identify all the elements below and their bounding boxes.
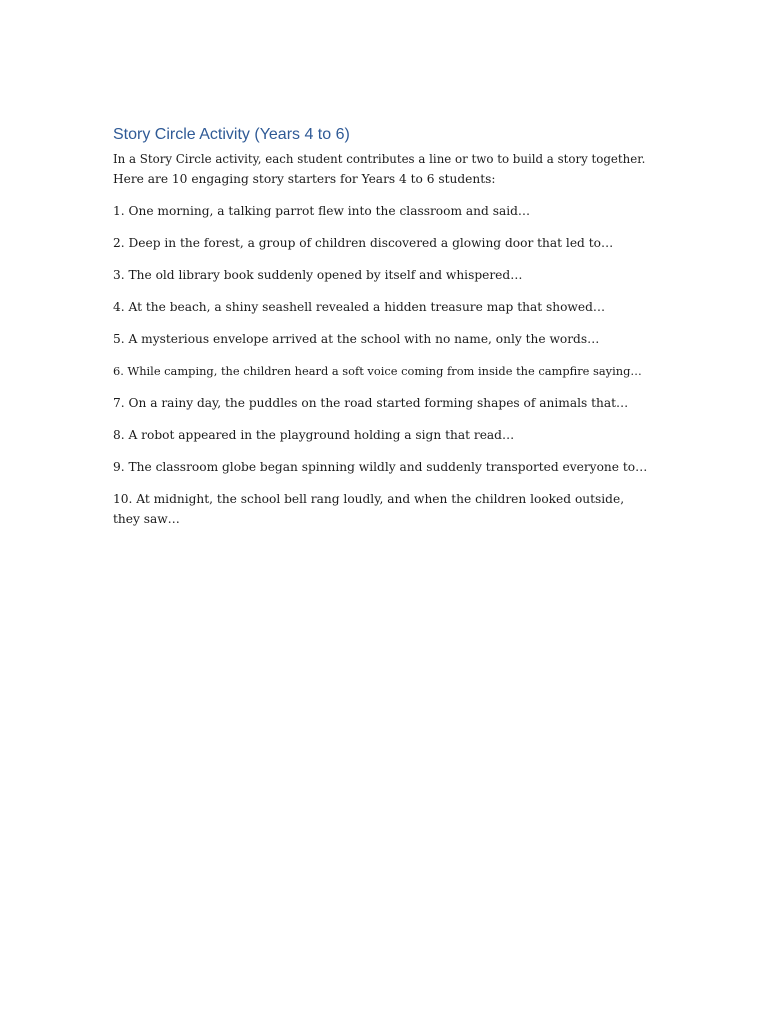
document-body <box>113 124 648 541</box>
intro-line: In a Story Circle activity, each student contributes a line or two to build a story together. <box>113 152 646 166</box>
intro-paragraph <box>113 149 648 189</box>
story-starter-2: 2. Deep in the forest, a group of children discovered a glowing door that led to… <box>113 236 614 250</box>
story-starter-7: 7. On a rainy day, the puddles on the road started forming shapes of animals that… <box>113 396 629 410</box>
story-starter-9: 9. The classroom globe began spinning wildly and suddenly transported everyone to… <box>113 460 648 474</box>
story-starter-4: 4. At the beach, a shiny seashell revealed a hidden treasure map that showed… <box>113 300 606 314</box>
story-starter-10: 10. At midnight, the school bell rang loudly, and when the children looked outside, they saw… <box>113 492 625 526</box>
story-starter-1: 1. One morning, a talking parrot flew into the classroom and said… <box>113 204 531 218</box>
story-starter-5: 5. A mysterious envelope arrived at the school with no name, only the words… <box>113 332 600 346</box>
story-starter-3: 3. The old library book suddenly opened by itself and whispered… <box>113 268 523 282</box>
story-starter-6: 6. While camping, the children heard a soft voice coming from inside the campfire saying… <box>113 364 642 378</box>
intro-line: Here are 10 engaging story starters for Years 4 to 6 students: <box>113 172 496 186</box>
story-starter-8: 8. A robot appeared in the playground holding a sign that read… <box>113 428 515 442</box>
document-title: Story Circle Activity (Years 4 to 6) <box>113 126 350 143</box>
